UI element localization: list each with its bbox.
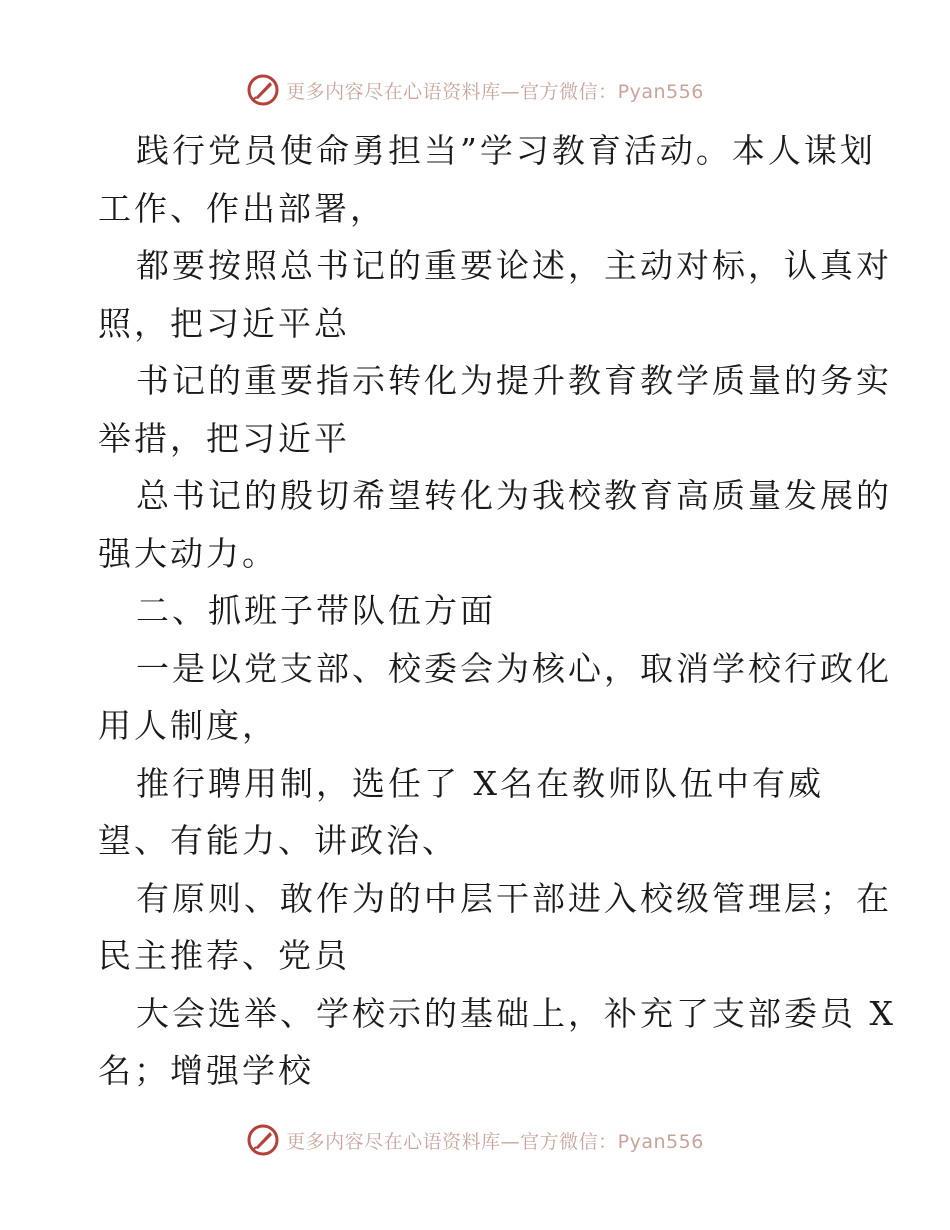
text-line: 书记的重要指示转化为提升教育教学质量的务实 [136, 361, 892, 400]
text-line: 二、抓班子带队伍方面 [136, 591, 496, 630]
text-line: 总书记的殷切希望转化为我校教育高质量发展的 [136, 476, 892, 515]
text-line: 一是以党支部、校委会为核心，取消学校行政化 [136, 648, 892, 688]
text-line: 名；增强学校 [98, 1051, 314, 1090]
quill-logo-icon [246, 73, 280, 107]
text-line: 照，把习近平总 [98, 303, 350, 343]
text-line: 强大动力。 [98, 533, 278, 573]
footer-watermark [0, 1120, 950, 1160]
text-line: 都要按照总书记的重要论述，主动对标，认真对 [136, 246, 892, 285]
watermark-text: 更多内容尽在心语资料库—官方微信：Pyan556 [286, 80, 704, 103]
text-line: 践行党员使命勇担当”学习教育活动。本人谋划 [136, 131, 876, 170]
text-line: 用人制度， [98, 706, 278, 745]
text-line: 民主推荐、党员 [98, 936, 350, 975]
text-line: 有原则、敢作为的中层干部进入校级管理层；在 [136, 878, 892, 918]
header-watermark [0, 70, 950, 110]
quill-logo-icon [246, 1123, 280, 1157]
watermark-text: 更多内容尽在心语资料库—官方微信：Pyan556 [286, 1130, 704, 1153]
text-line: 工作、作出部署， [98, 188, 386, 228]
text-line: 望、有能力、讲政治、 [98, 821, 458, 860]
document-body [98, 122, 896, 1100]
text-line: 推行聘用制，选任了 X名在教师队伍中有威 [136, 763, 824, 803]
text-line: 举措，把习近平 [98, 418, 350, 458]
text-line: 大会选举、学校示的基础上，补充了支部委员 X [136, 993, 896, 1033]
